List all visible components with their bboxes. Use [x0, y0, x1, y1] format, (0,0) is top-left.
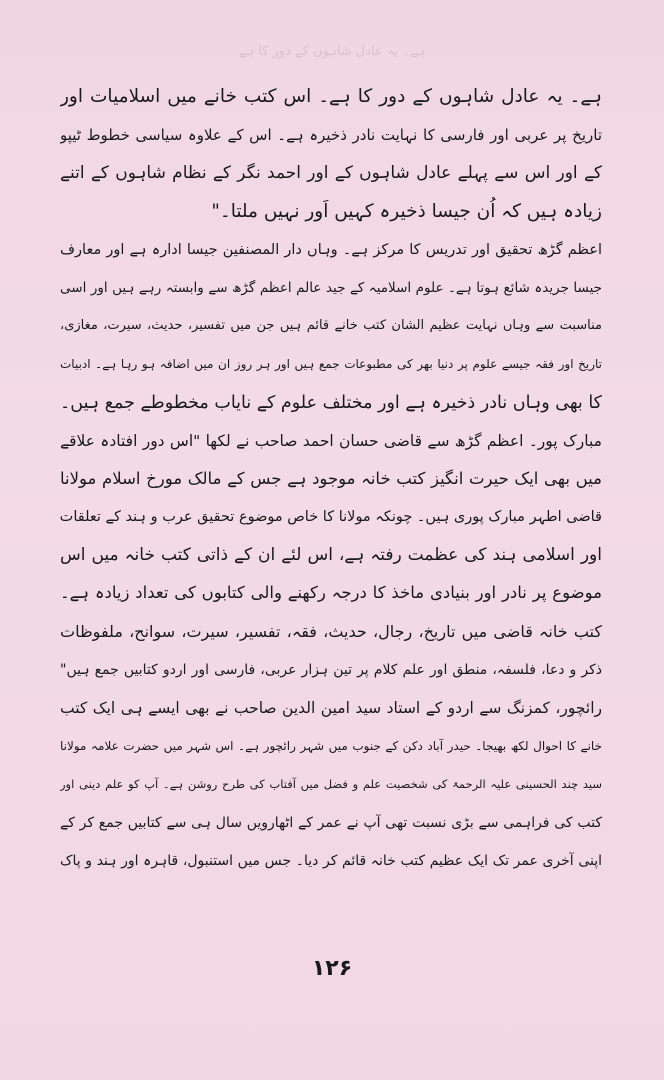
text-line: جیسا جریدہ شائع ہوتا ہے۔ علوم اسلامیہ کے جید عالم اعظم گڑھ سے وابستہ رہے ہیں اور اسی [60, 279, 602, 296]
text-line: سید چند الحسینی علیہ الرحمۃ کی شخصیت علم و فضل میں آفتاب کی طرح روشن ہے۔ آپ کو علم دینی اور [60, 777, 602, 792]
text-line: زیادہ ہیں کہ اُن جیسا ذخیرہ کہیں اَور نہیں ملتا۔" [211, 200, 602, 222]
text-line: تاریخ پر عربی اور فارسی کا نہایت نادر ذخیرہ ہے۔ اس کے علاوہ سیاسی خطوط ٹیپو [60, 126, 602, 145]
page-number: ۱۲۶ [311, 956, 353, 981]
body-text [60, 78, 602, 880]
text-line: خانے کا احوال لکھ بھیجا۔ حیدر آباد دکن کے جنوب میں شہر رائچور ہے۔ اس شہر میں حضرت علامہ مولانا [60, 739, 602, 754]
text-line: کتب کی فراہمی سے بڑی نسبت تھی آپ نے عمر کے اٹھارویں سال ہی سے کتابیں جمع کر کے [60, 814, 602, 831]
text-line: مناسبت سے وہاں نہایت عظیم الشان کتب خانے قائم ہیں جن میں تفسیر، حدیث، سیرت، مغازی، [60, 318, 602, 334]
text-line: اور اسلامی ہند کی عظمت رفتہ ہے، اس لئے ان کے ذاتی کتب خانہ میں اس [60, 545, 602, 566]
text-line: رائچور، کمزنگ سے اردو کے استاد سید امین الدین صاحب نے بھی ایسے ہی ایک کتب [60, 699, 602, 717]
bleed-through-text: ہے۔ یہ عادل شاہوں کے دور کا ہے [238, 44, 426, 59]
text-line: ہے۔ یہ عادل شاہوں کے دور کا ہے۔ اس کتب خانے میں اسلامیات اور [60, 86, 602, 107]
text-line: موضوع پر نادر اور بنیادی ماخذ کا درجہ رکھنے والی کتابوں کی تعداد زیادہ ہے۔ [60, 583, 602, 603]
text-line: کا بھی وہاں نادر ذخیرہ ہے اور مختلف علوم کے نایاب مخطوطے جمع ہیں۔ [60, 392, 602, 413]
text-line: ذکر و دعا، فلسفہ، منطق اور علم کلام پر تین ہزار عربی، فارسی اور اردو کتابیں جمع ہیں" [60, 661, 602, 678]
text-line: مبارک پور۔ اعظم گڑھ سے قاضی حسان احمد صاحب نے لکھا "اس دور افتادہ علاقے [60, 431, 602, 450]
text-line: اپنی آخری عمر تک ایک عظیم کتب خانہ قائم کر دیا۔ جس میں استنبول، قاہرہ اور ہند و پاک [60, 852, 602, 869]
text-line: کے اور اس سے پہلے عادل شاہوں کے اور احمد نگر کے نظام شاہوں کے اتنے [60, 163, 602, 184]
text-line: میں بھی ایک حیرت انگیز کتب خانہ موجود ہے جس کے مالک مورخ اسلام مولانا [60, 468, 602, 488]
text-line: کتب خانہ قاضی میں تاریخ، رجال، حدیث، فقہ، تفسیر، سیرت، سوانح، ملفوظات [60, 621, 602, 641]
text-line: اعظم گڑھ تحقیق اور تدریس کا مرکز ہے۔ وہاں دار المصنفین جیسا ادارہ ہے اور معارف [60, 241, 602, 258]
text-line: تاریخ اور فقہ جیسے علوم پر دنیا بھر کی مطبوعات جمع ہیں اور ہر روز ان میں اضافہ ہو رہا ہے۔ ادبیات [60, 357, 602, 372]
text-line: قاضی اطہر مبارک پوری ہیں۔ چونکہ مولانا کا خاص موضوع تحقیق عرب و ہند کے تعلقات [60, 509, 602, 526]
